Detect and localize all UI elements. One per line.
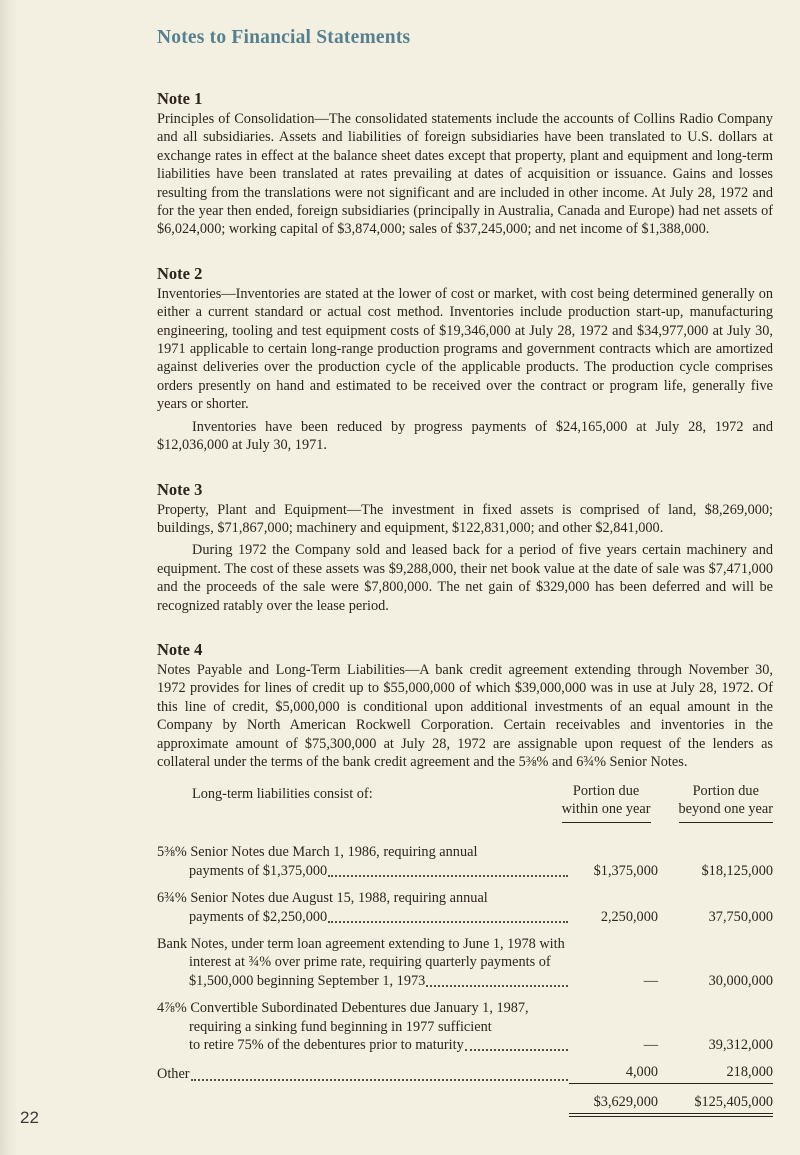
row-description	[157, 1065, 569, 1083]
note-1-paragraph: Principles of Consolidation—The consolidated statements include the accounts of Collins Radio Company and all subsidiaries. Assets and liabilities of foreign subsidiaries have been translated to U.S. dollars at exchange rates in effect at the balance sheet dates except that property, plant and equipment and long-term liabilities have been translated at rates prevailing at dates of acquisition or issuance. Gains and losses resulting from the translations were not significant and are included in other income. At July 28, 1972 and for the year then ended, foreign subsidiaries (principally in Australia, Canada and Europe) had net assets of $6,024,000; working capital of $3,874,000; sales of $37,245,000; and net income of $1,388,000.	[157, 111, 773, 238]
row-description-text: payments of $1,375,000	[189, 862, 328, 879]
column-header-within-one-year	[562, 782, 651, 823]
scanned-page-edge-shadow	[0, 0, 18, 1155]
note-4-paragraph: Notes Payable and Long-Term Liabilities—A bank credit agreement extending through November 30, 1972 provides for lines of credit up to $55,000,000 of which $39,000,000 was in use at July 28, 1972. Of this line of credit, $5,000,000 is conditional upon additional investments of an equal amount in the Company by North American Rockwell Corporation. Certain receivables and inventories in the approximate amount of $75,300,000 at July 28, 1972 are assignable upon request of the lenders as collateral under the terms of the bank credit agreement and the 5⅜% and 6¾% Senior Notes.	[157, 661, 773, 770]
table-totals-row	[157, 1093, 773, 1117]
column-header-line: Portion due	[572, 783, 640, 800]
row-description-line	[157, 1036, 569, 1054]
dot-leader	[465, 1049, 568, 1051]
long-term-liabilities-table	[157, 782, 773, 1117]
row-description-line	[157, 908, 569, 926]
note-2-heading: Note 2	[157, 263, 203, 283]
note-2-paragraph: Inventories have been reduced by progress payments of $24,165,000 at July 28, 1972 and $12,036,000 at July 30, 1971.	[157, 418, 773, 454]
table-intro: Long-term liabilities consist of:	[192, 786, 373, 803]
row-description-line	[157, 972, 569, 990]
table-row	[157, 889, 773, 926]
row-description-line: requiring a sinking fund beginning in 1977 sufficient	[189, 1018, 492, 1035]
note-1	[157, 89, 773, 239]
page-title: Notes to Financial Statements	[157, 27, 411, 48]
value-beyond-one-year: 218,000	[658, 1063, 773, 1083]
row-description-line: 4⅞% Convertible Subordinated Debentures due January 1, 1987,	[157, 1000, 529, 1017]
dot-leader	[328, 921, 568, 923]
row-description	[157, 843, 569, 880]
value-beyond-one-year: $18,125,000	[701, 862, 773, 879]
note-3-heading: Note 3	[157, 479, 203, 499]
note-3-paragraph: During 1972 the Company sold and leased back for a period of five years certain machinery and equipment. The cost of these assets was $9,288,000, their net book value at the date of sale was $7,471,000 and the proceeds of the sale were $7,800,000. The net gain of $329,000 has been deferred and will be recognized ratably over the lease period.	[157, 542, 773, 614]
column-header-line: beyond one year	[678, 801, 773, 818]
row-description	[157, 889, 569, 926]
value-within-one-year: —	[643, 1037, 658, 1054]
row-description-text: payments of $2,250,000	[189, 908, 328, 925]
note-4	[157, 640, 773, 771]
table-row	[157, 843, 773, 880]
column-header-line: Portion due	[692, 783, 759, 800]
row-description-line	[157, 862, 569, 880]
column-header-line: within one year	[561, 801, 651, 818]
value-within-one-year: 2,250,000	[600, 908, 658, 925]
row-description-line: 5⅜% Senior Notes due March 1, 1986, requiring annual	[157, 844, 478, 861]
value-beyond-one-year: 37,750,000	[708, 908, 773, 925]
row-description-text: Other	[157, 1066, 190, 1083]
table-column-headers	[562, 782, 773, 823]
table-row	[157, 1063, 773, 1083]
total-beyond-one-year: $125,405,000	[658, 1093, 773, 1117]
dot-leader	[191, 1079, 568, 1081]
page-content	[157, 27, 773, 1126]
dot-leader	[328, 875, 568, 877]
liabilities-rows	[157, 843, 773, 1083]
note-2-paragraph: Inventories—Inventories are stated at the lower of cost or market, with cost being determined generally on either a current standard or actual cost method. Inventories include production start-up, manufacturing engineering, tooling and test equipment costs of $19,346,000 at July 28, 1972 and $34,977,000 at July 30, 1971 applicable to certain long-range production programs and government contracts which are amortized against deliveries over the production cycle of the applicable products. The production cycle comprises orders presently on hand and estimated to be received over the contract or program life, generally five years or shorter.	[157, 285, 773, 413]
note-4-heading: Note 4	[157, 639, 203, 659]
dot-leader	[426, 985, 568, 987]
row-description-text: to retire 75% of the debentures prior to maturity	[189, 1037, 464, 1054]
note-3-paragraph: Property, Plant and Equipment—The investment in fixed assets is comprised of land, $8,269,000; buildings, $71,867,000; machinery and equipment, $122,831,000; and other $2,841,000.	[157, 501, 773, 536]
value-beyond-one-year: 39,312,000	[708, 1037, 773, 1054]
note-3	[157, 480, 773, 615]
page-number: 22	[20, 1108, 39, 1127]
table-top	[157, 782, 773, 823]
row-description-line	[157, 1065, 569, 1083]
value-within-one-year: —	[643, 972, 658, 989]
column-header-beyond-one-year	[679, 782, 773, 823]
table-row	[157, 999, 773, 1054]
row-description-line: 6¾% Senior Notes due August 15, 1988, requiring annual	[157, 890, 488, 907]
value-within-one-year: $1,375,000	[593, 862, 658, 879]
row-description-line: Bank Notes, under term loan agreement extending to June 1, 1978 with	[157, 936, 565, 952]
value-within-one-year: 4,000	[569, 1063, 658, 1083]
row-description	[157, 999, 569, 1054]
total-within-one-year: $3,629,000	[569, 1093, 658, 1117]
note-2	[157, 264, 773, 455]
row-description-line: interest at ¾% over prime rate, requiring quarterly payments of	[189, 954, 551, 971]
table-row	[157, 935, 773, 990]
value-beyond-one-year: 30,000,000	[708, 972, 773, 989]
row-description-text: $1,500,000 beginning September 1, 1973	[189, 972, 426, 989]
row-description	[157, 935, 569, 990]
note-1-heading: Note 1	[157, 89, 203, 108]
